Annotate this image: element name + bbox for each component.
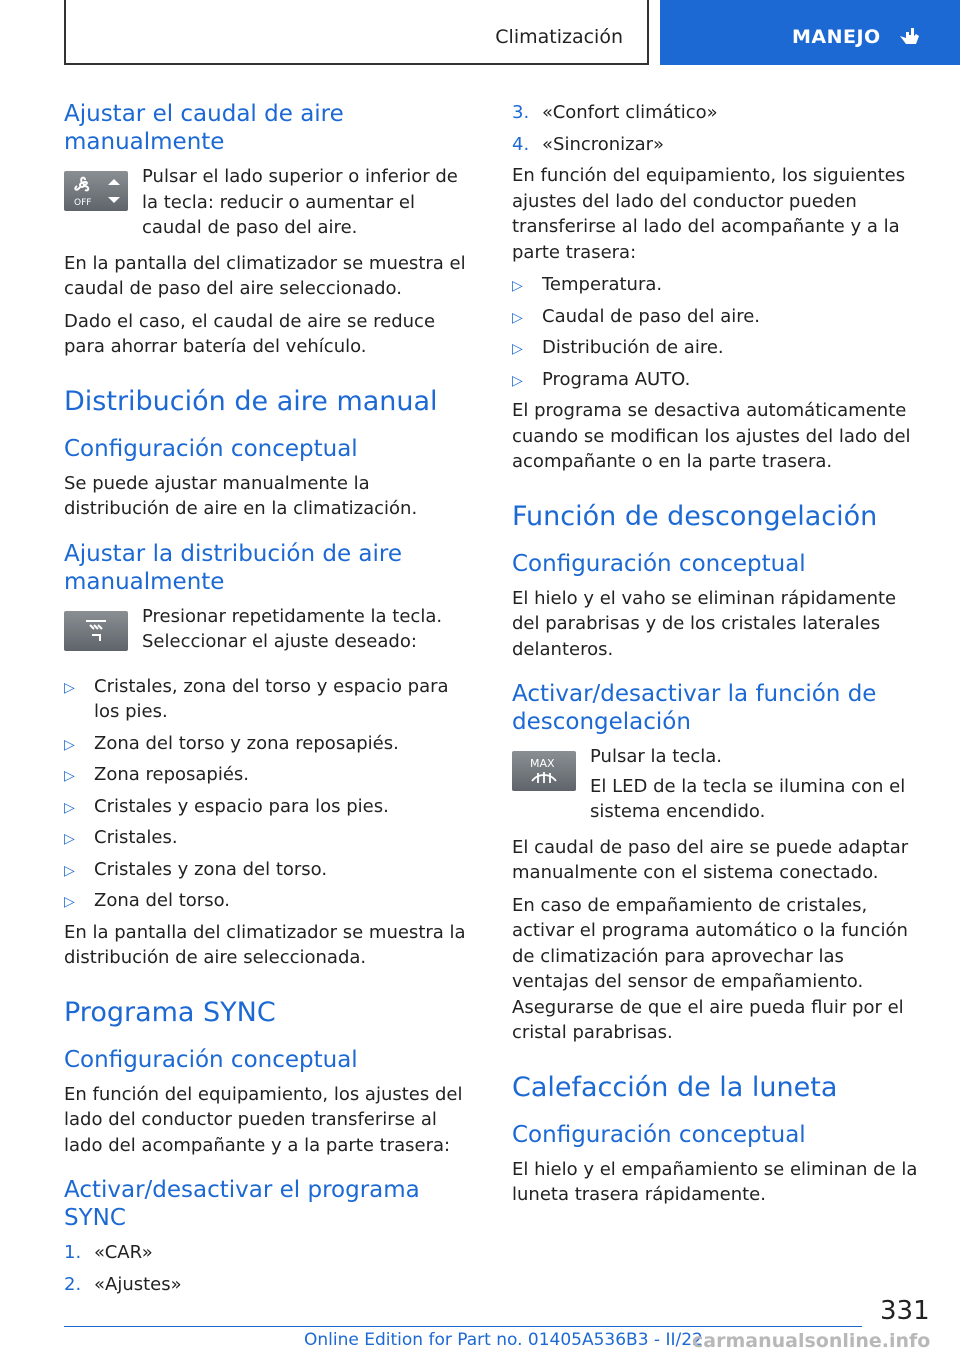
subheading-adjust-distribution: Ajustar la distribución de aire manualmente	[64, 540, 403, 595]
triangle-bullet-icon: ▷	[64, 831, 75, 848]
paragraph: En función del equipamiento, los siguientes ajustes del lado del conductor pueden transferirse al lado del acompañante y a la parte trasera:	[512, 165, 906, 263]
list-item: ▷ Cristales y zona del torso.	[64, 857, 476, 883]
subheading-concept: Configuración conceptual	[512, 1121, 806, 1148]
list-item: ▷ Zona del torso y zona reposapiés.	[64, 731, 476, 757]
header-section-title: Climatización	[495, 26, 623, 48]
watermark: carmanualsonline.info	[692, 1330, 931, 1352]
down-arrow-icon	[108, 197, 120, 203]
heading-air-distribution: Distribución de aire manual	[64, 385, 438, 417]
list-item: ▷ Caudal de paso del aire.	[512, 304, 926, 330]
defrost-key-text-1: Pulsar la tecla.	[590, 746, 723, 768]
triangle-bullet-icon: ▷	[64, 862, 75, 879]
paragraph: En función del equipamiento, los ajustes del lado del conductor pueden transferirse al lado del acompañante y a la parte trasera:	[64, 1083, 463, 1156]
heading-airflow-manual: Ajustar el caudal de aire manualmente	[64, 101, 344, 156]
list-item: ▷ Cristales y espacio para los pies.	[64, 794, 476, 820]
fan-icon	[75, 178, 88, 191]
triangle-bullet-icon: ▷	[64, 799, 75, 816]
subheading-toggle-defrost: Activar/desactivar la función de descongelación	[512, 681, 877, 736]
defrost-icon	[512, 751, 576, 791]
triangle-bullet-icon: ▷	[512, 372, 523, 389]
list-item: ▷ Distribución de aire.	[512, 335, 926, 361]
paragraph: En la pantalla del climatizador se muestra el caudal de paso del aire seleccionado.	[64, 252, 466, 300]
paragraph: El hielo y el vaho se eliminan rápidamente del parabrisas y de los cristales laterales delanteros.	[512, 587, 897, 660]
paragraph: En caso de empañamiento de cristales, activar el programa automático o la función de climatización para aprovechar las ventajas del sensor de empañamiento. Asegurarse de que el aire pueda fluir por el cristal parabrisas.	[512, 894, 908, 1044]
distribution-key-image	[64, 611, 128, 651]
key-block-distribution	[64, 604, 476, 664]
footer-edition: Online Edition for Part no. 01405A536B3 - II/22	[304, 1330, 703, 1350]
list-item: ▷ Cristales, zona del torso y espacio para los pies.	[64, 675, 449, 723]
defrost-key-image	[512, 751, 576, 791]
key-block-defrost	[512, 744, 926, 825]
paragraph: El hielo y el empañamiento se eliminan de la luneta trasera rápidamente.	[512, 1158, 918, 1206]
header-chapter-label: MANEJO	[792, 26, 881, 48]
list-item: ▷ Cristales.	[64, 825, 476, 851]
paragraph: El programa se desactiva automáticamente cuando se modifican los ajustes del lado del acompañante o en la parte trasera.	[512, 400, 911, 472]
triangle-bullet-icon: ▷	[512, 309, 523, 326]
triangle-bullet-icon: ▷	[64, 736, 75, 753]
list-item: ▷ Programa AUTO.	[512, 367, 926, 393]
step-item: 1. «CAR»	[64, 1242, 153, 1264]
list-item: ▷ Zona reposapiés.	[64, 762, 476, 788]
up-arrow-icon	[108, 179, 120, 185]
subheading-concept: Configuración conceptual	[64, 1046, 358, 1073]
distribution-list	[64, 674, 476, 914]
footer-divider	[64, 1326, 862, 1327]
fan-key-text: Pulsar el lado superior o inferior de la tecla: reducir o aumentar el caudal de paso del aire.	[142, 166, 458, 239]
distribution-key-text: Presionar repetidamente la tecla. Seleccionar el ajuste deseado:	[142, 605, 443, 653]
heading-defrost: Función de descongelación	[512, 500, 878, 532]
subheading-concept: Configuración conceptual	[512, 550, 806, 577]
triangle-bullet-icon: ▷	[512, 341, 523, 357]
key-max-label: MAX	[530, 757, 555, 771]
paragraph: Se puede ajustar manualmente la distribución de aire en la climatización.	[64, 472, 418, 520]
header-chapter-tab	[660, 0, 960, 65]
step-item: 4. «Sincronizar»	[512, 133, 665, 155]
paragraph: En la pantalla del climatizador se muestra la distribución de aire seleccionada.	[64, 921, 466, 969]
left-column	[64, 100, 476, 1303]
hand-pointer-icon	[896, 24, 922, 54]
air-distribution-icon	[64, 611, 128, 651]
heading-sync-program: Programa SYNC	[64, 996, 276, 1028]
fan-key-image	[64, 171, 128, 211]
step-item: 3. «Confort climático»	[512, 102, 718, 123]
key-block-fan	[64, 164, 476, 241]
sync-settings-list	[512, 272, 926, 392]
paragraph: El caudal de paso del aire se puede adaptar manualmente con el sistema conectado.	[512, 836, 909, 884]
defrost-key-text-2: El LED de la tecla se ilumina con el sistema encendido.	[590, 775, 906, 823]
key-off-label: OFF	[74, 198, 92, 209]
triangle-bullet-icon: ▷	[64, 768, 75, 785]
heading-rear-window-heating: Calefacción de la luneta	[512, 1071, 838, 1103]
list-item: ▷ Zona del torso.	[64, 888, 476, 914]
triangle-bullet-icon: ▷	[64, 679, 75, 696]
triangle-bullet-icon: ▷	[512, 278, 523, 294]
subheading-toggle-sync: Activar/desactivar el programa SYNC	[64, 1177, 420, 1232]
list-item: ▷ Temperatura.	[512, 272, 926, 298]
right-column	[512, 100, 926, 1215]
page-number: 331	[880, 1296, 930, 1326]
subheading-concept: Configuración conceptual	[64, 435, 358, 462]
step-item: 2. «Ajustes»	[64, 1273, 182, 1295]
header-section-box	[64, 0, 649, 65]
triangle-bullet-icon: ▷	[64, 894, 75, 911]
paragraph: Dado el caso, el caudal de aire se reduce para ahorrar batería del vehículo.	[64, 310, 436, 358]
